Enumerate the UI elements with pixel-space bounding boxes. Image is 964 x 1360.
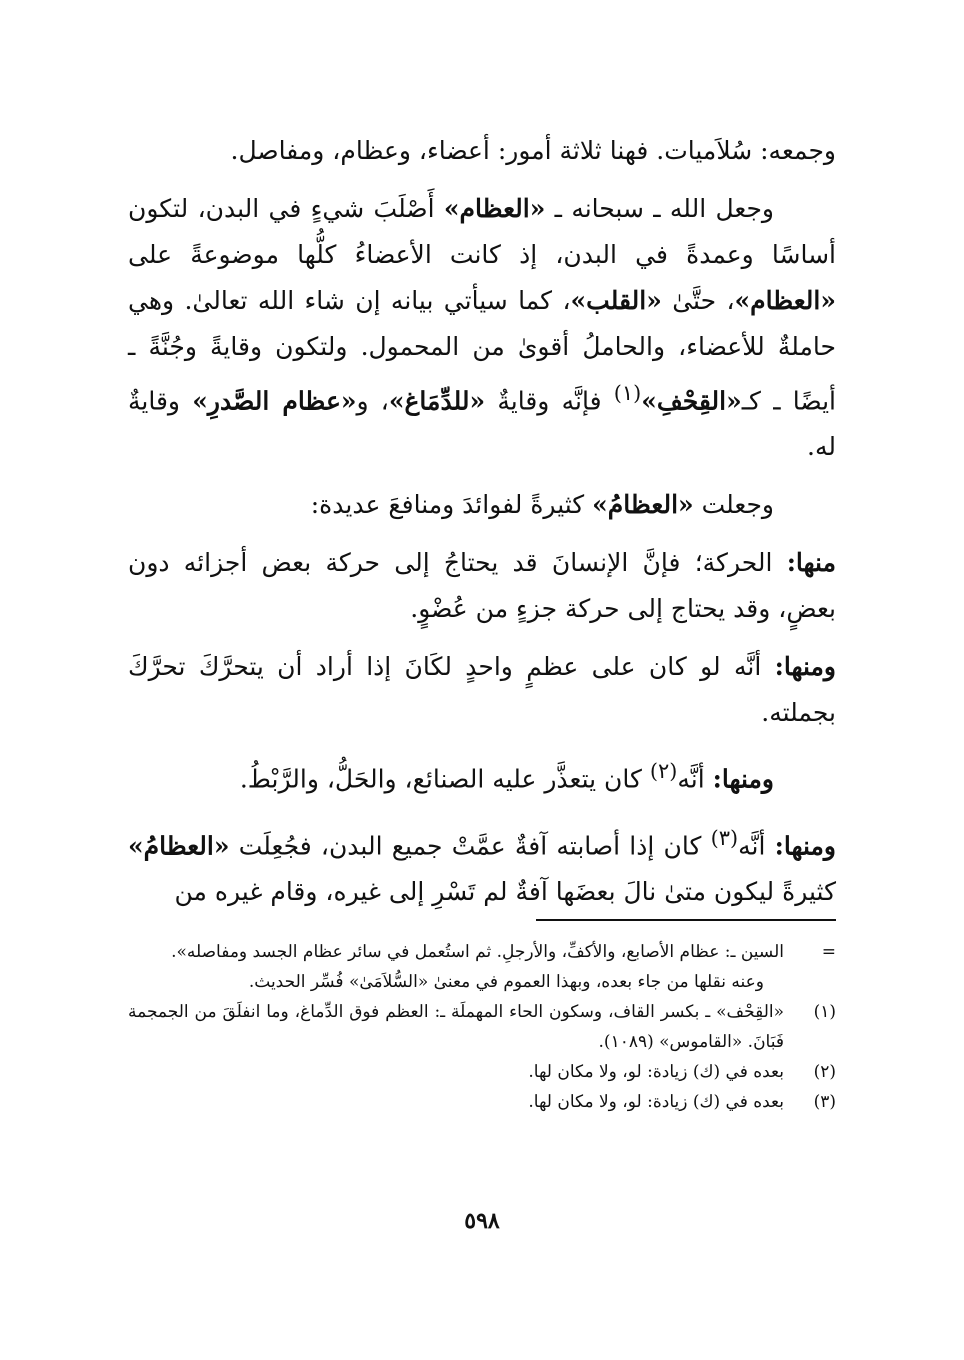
paragraph-1-text: وجمعه: سُلاَميات. فهنا ثلاثة أمور: أعضاء، وعظام، ومفاصل. bbox=[230, 136, 836, 165]
paragraph-6 bbox=[128, 748, 836, 802]
footnote-text: بعده في (ك) زيادة: لو، ولا مكان لها. bbox=[528, 1092, 784, 1112]
text-run: أنَّه bbox=[677, 764, 713, 794]
list-lead: ومنها: bbox=[712, 764, 774, 794]
footnote-ref: (٢) bbox=[649, 759, 678, 784]
footnote-text: وعنه نقلها من جاء بعده، وبهذا العموم في معنىٰ «السُّلاَمَىٰ» فُسِّر الحديث. bbox=[248, 972, 764, 992]
text-run: فإنَّه وقايةٌ bbox=[485, 386, 614, 416]
footnote-ref: (٣) bbox=[710, 825, 739, 850]
text-run: أنَّه bbox=[738, 830, 775, 860]
text-run: كان إذا أصابته آفةٌ عمَّتْ جميع البدن، فجُعِلَت bbox=[229, 830, 711, 860]
text-run: أَصْلَبَ شيءٍ في البدن، لتكون أساسًا وعمدةً في البدن، إذ كانت الأعضاءُ كلُّها موضوعةً على bbox=[128, 194, 836, 269]
footnote-1 bbox=[128, 997, 836, 1057]
footnote-text: السين ـ: عظام الأصابع، والأكفِّ، والأرجلِ. ثم استُعمل في سائر عظام الجسد ومفاصله». bbox=[171, 942, 784, 962]
page-number: ٥٩٨ bbox=[464, 1208, 500, 1234]
footnotes bbox=[128, 937, 836, 1117]
paragraph-2 bbox=[128, 186, 836, 470]
list-lead: منها: bbox=[786, 548, 836, 578]
footnote-marker: (٢) bbox=[813, 1062, 836, 1082]
bold-term: «العظام» bbox=[443, 194, 546, 223]
text-run: وجعل الله ـ سبحانه ـ bbox=[545, 194, 774, 223]
text-run: ، حتَّىٰ bbox=[661, 286, 735, 315]
footnote-ref: (١) bbox=[613, 381, 642, 405]
bold-term: «القِحْفِ» bbox=[641, 386, 742, 416]
text-run: ، كما سيأتي بيانه إن شاء الله تعالىٰ. وهي حاملةٌ للأعضاء، والحاملُ أقوىٰ من المحمول. ولتكون وقايةً وجُنَّةً ـ أيضًا ـ كـ bbox=[128, 286, 836, 416]
continuation-marker: = bbox=[821, 942, 836, 962]
text-run: أنَّه لو كان على عظمٍ واحدٍ لكَانَ إذا أراد أن يتحرَّكَ تحرَّكَ بجملته. bbox=[128, 652, 836, 728]
paragraph-7 bbox=[128, 815, 836, 915]
text-run: ، و bbox=[356, 386, 389, 416]
paragraph-4 bbox=[128, 540, 836, 632]
bold-term: «العظامُ» bbox=[128, 830, 230, 860]
list-lead: ومنها: bbox=[774, 652, 836, 682]
text-run: كثيرةً ليكون متىٰ نالَ بعضَها آفةٌ لم تَسْرِ إلى غيره، وقام غيره من bbox=[174, 876, 836, 906]
text-run: وقايةٌ له. bbox=[128, 386, 836, 462]
paragraph-3 bbox=[128, 482, 836, 528]
footnote-separator bbox=[536, 919, 836, 921]
bold-term: «العظامُ» bbox=[592, 490, 694, 520]
text-run: وجعلت bbox=[693, 490, 774, 520]
footnote-3 bbox=[128, 1087, 836, 1117]
bold-term: «العظام» bbox=[734, 286, 836, 315]
paragraph-1 bbox=[128, 128, 836, 174]
list-lead: ومنها: bbox=[774, 830, 836, 860]
main-text bbox=[128, 128, 836, 927]
text-run: كان يتعذَّر عليه الصنائع، والحَلُّ، والرَّبْطُ. bbox=[239, 764, 650, 794]
bold-term: «عظام الصَّدرِ» bbox=[192, 386, 357, 416]
footnote-continuation bbox=[128, 937, 836, 967]
text-run: الحركة؛ فإنَّ الإنسانَ قد يحتاجُ إلى حركة بعض أجزائه دون بعضٍ، وقد يحتاج إلى حركة جزءٍ من عُضْوٍ. bbox=[128, 548, 836, 624]
footnote-text: «القِحْف» ـ بكسر القاف، وسكون الحاء المهملَة ـ: العظم فوق الدِّماغ، وما انفلَقَ من الجمجمة فَبَانَ. «القاموس» (١٠٨٩). bbox=[128, 1002, 784, 1052]
footnote-text: بعده في (ك) زيادة: لو، ولا مكان لها. bbox=[528, 1062, 784, 1082]
paragraph-5 bbox=[128, 644, 836, 736]
bold-term: «للدِّمَاغ» bbox=[388, 386, 486, 416]
bold-term: «القلب» bbox=[570, 286, 662, 315]
footnote-marker: (٣) bbox=[813, 1092, 836, 1112]
footnote-marker: (١) bbox=[813, 1002, 836, 1022]
text-run: كثيرةً لفوائدَ ومنافعَ عديدة: bbox=[310, 490, 593, 520]
footnote-2 bbox=[128, 1057, 836, 1087]
